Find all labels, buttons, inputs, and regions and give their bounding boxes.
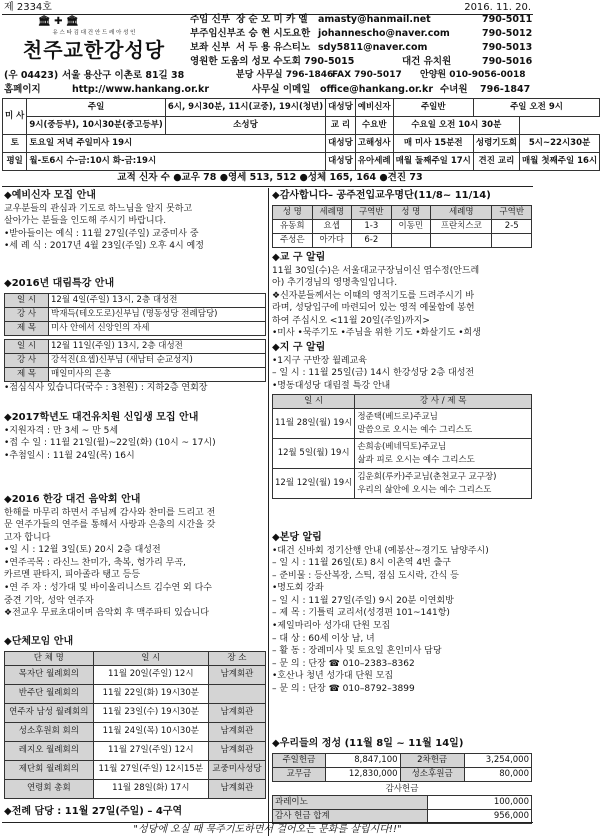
liturgy-duty: ◆전례 담당 : 11월 27일(주일) – 4구역 [4,806,183,817]
parish-line: •대건 신바회 정기산행 안내 (예봉산~경기도 남양주시) [272,545,489,556]
staff-row [190,14,532,28]
order-contact: 영원한 도움의 성모 수도회 790-5015 [190,56,355,67]
meeting-cell: 제단회 월례회의 [5,760,94,779]
mass-place: 대성당 [326,135,356,153]
mass-place: 대성당 [326,153,356,171]
district-notice-title: ◆지 구 알림 [272,342,326,353]
lecture-field-value: 매일미사의 은총 [49,367,266,381]
thanks-cell: 유동희 [273,219,313,233]
newcomer-section [4,190,264,276]
newcomer-title: ◆예비신자 모집 안내 [4,190,96,201]
meeting-row [5,741,266,760]
address: 서울 용산구 이촌로 81길 38 [62,70,185,81]
concert-section [4,494,266,630]
thanks-offering-row [273,796,532,810]
parish-line: – 문 의 : 단장 ☎ 010–2383–8362 [272,658,415,669]
lecture-field-label: 일 시 [5,339,49,353]
kinder-contact: 안양원 010-9056-0018 [420,70,526,80]
offering-cell: 성소후원금 [400,767,464,781]
advent-lecture-section [4,278,266,396]
parish-line: •명도회 강좌 [272,583,324,594]
homepage-link[interactable]: http://www.hankang.or.kr [72,84,210,95]
newcomer-line: 교우분들의 관심과 기도로 하느님을 알지 못하고 [4,203,193,214]
thanks-offering-name: 과레이노 [273,796,428,810]
staff-email[interactable]: amasty@hanmail.net [318,14,431,25]
issue-date: 2016. 11. 20. [464,2,531,13]
info-label: 성령기도회 [473,135,519,153]
parish-line: – 활 동 : 장례미사 및 토요일 혼인미사 담당 [272,646,442,657]
parish-line: – 문 의 : 단장 ☎ 010–8792–3899 [272,684,415,695]
meeting-cell: 반주단 월례회의 [5,684,94,703]
info-detail: 매월 첫째주일 16시 [519,153,599,171]
meeting-cell: 성소후원회 회의 [5,722,94,741]
info-label: 고해성사 [355,135,393,153]
staff-tel: 790-5013 [482,42,533,53]
nunnery-tel: 796-1847 [480,84,531,95]
info-detail: 수요일 오전 10시 30분 [393,117,519,135]
thanks-title: ◆감사합니다– 공주전입교우명단(11/8~ 11/14) [272,190,491,201]
offering-cell: 교무금 [273,767,326,781]
staff-tel: 790-5012 [482,28,533,39]
diocese-line: 하여 주십시오 <11월 20일(주일)까지> [272,315,430,326]
lecture-field-label: 제 목 [5,321,49,335]
meeting-row [5,722,266,741]
meeting-row [5,665,266,684]
staff-tel: 790-5011 [482,14,533,25]
parish-notice-title: ◆본당 알림 [272,532,322,543]
mass-table [2,98,600,171]
mass-day: 평일 [3,153,27,171]
meetings-header: 단 체 명 [5,651,94,665]
concert-line: •연 주 자 : 성가대 및 바이올리니스트 김수연 외 다수 [4,583,212,594]
lecture-field-value: 12월 11일(주일) 13시, 2층 대성전 [49,339,266,353]
thanks-cell [492,233,532,247]
concert-title: ◆2016 한강 대건 음악회 안내 [4,494,141,505]
parish-stats: 교적 신자 수 ●교우 78 ●영세 513, 512 ●성체 165, 164 ●견진 73 [117,172,423,183]
thanks-header: 세례명 [312,205,352,219]
thanks-offering-amount: 100,000 [427,796,531,810]
meetings-section [4,636,266,806]
district-lecture-date: 12월 12일(월) 19시 [273,469,355,499]
offering-cell: 3,254,000 [464,753,531,767]
concert-line: 중견 기악, 성악 연주자 [4,595,94,606]
concert-line: 한해를 마무리 하면서 주님께 감사와 찬미를 드리고 전 [4,507,216,518]
kindergarten-tel: 790-5016 [482,56,533,67]
lecture-row [5,367,266,381]
staff-email[interactable]: sdy5811@naver.com [318,42,428,53]
kindergarten-line: •추첨일시 : 11월 24일(목) 16시 [4,450,135,461]
newcomer-line: •받아들이는 예식 : 11월 27일(주일) 교중미사 중 [4,228,199,239]
lecture-field-label: 강 사 [5,307,49,321]
offering-title: ◆우리들의 정성 (11월 8일 ~ 11월 14일) [272,738,464,749]
thanks-offering-name: 감사 헌금 합계 [273,810,428,824]
concert-line: 고자 합니다 [4,532,51,543]
meeting-cell: 레지오 월례회의 [5,741,94,760]
offering-row [273,767,532,781]
district-lecture-row [273,469,532,499]
info-detail: 수요반 [355,117,393,135]
thanks-section [272,190,532,248]
thanks-header: 성 명 [391,205,431,219]
meeting-cell: 남계회관 [208,779,265,798]
meeting-row [5,703,266,722]
thanks-cell: 1-3 [352,219,392,233]
meeting-cell: 11월 23일(수) 19시30분 [93,703,208,722]
staff-role: 부주임신부 [190,28,236,39]
thanks-cell [431,233,492,247]
meeting-cell: 연주자 남성 월례회의 [5,703,94,722]
info-detail: 주일 오전 9시 [473,99,599,117]
mass-place: 소성당 [165,117,325,135]
concert-line: •연주곡목 : 라신느 찬미가, 축복, 헝가리 무곡, [4,557,186,568]
thanks-cell: 주성은 [273,233,313,247]
meeting-cell: 교중미사성당 [208,760,265,779]
meetings-title: ◆단체모임 안내 [4,636,74,647]
thanks-row [273,233,532,247]
staff-name: 조 승 현 시도요한 [236,28,311,39]
parish-line: – 제 목 : 기틀릭 교리서(성경편 101~141항) [272,608,450,619]
thanks-cell: 프란치스코 [431,219,492,233]
thanks-header: 구역반 [352,205,392,219]
mass-schedule [2,98,598,170]
kindergarten-line: •지원자격 : 만 3세 ~ 만 5세 [4,425,119,436]
info-detail: 5시~22시30분 [519,135,599,153]
thanks-header: 세례명 [431,205,492,219]
district-lecture-row [273,439,532,469]
diocese-line: 라며, 성당입구에 마련되어 있는 영적 예물함에 봉헌 [272,303,475,314]
offering-cell: 12,830,000 [325,767,400,781]
thanks-cell: 6-2 [352,233,392,247]
mass-row [3,153,600,171]
thanks-row [273,219,532,233]
concert-line: 문 연주가들의 연주를 통해서 사랑과 은총의 시간을 갖 [4,520,216,531]
district-lecturer: 김운회(루카)주교님(춘천교구 교구장) [357,471,497,482]
meeting-cell: 남계회관 [208,703,265,722]
parish-line: •제일마리아 성가대 단원 모집 [272,621,391,632]
district-notice-section [272,342,532,530]
parish-line: – 일 시 : 11월 27일(주일) 9시 20분 이연회방 [272,595,454,606]
diocese-notice-title: ◆교 구 알림 [272,252,326,263]
staff-email[interactable]: johannescho@naver.com [318,28,450,39]
kindergarten-label: 대건 유치원 [402,56,452,67]
district-lecture-date: 12월 5일(월) 19시 [273,439,355,469]
district-lecturer: 정준택(베드로)주교님 [357,411,438,422]
thanks-header: 구역반 [492,205,532,219]
church-logo-block: 🏛 ✚ 🏛 유 스 타 김 대 건 안 드 레 아 성 인 천주교한강성당 [4,16,184,68]
staff-name: 서 두 용 유스티노 [236,42,311,53]
meetings-header: 일 시 [93,651,208,665]
fax-number: FAX 790-5017 [332,70,402,80]
district-header: 강 사 / 제 목 [355,395,532,409]
lunch-note: •점심식사 있습니다(국수 : 3천원) : 지하2층 연회장 [4,382,208,393]
diocese-notice-section [272,252,532,338]
district-lecture-topic: 우리의 삶안에 오시는 예수 그리스도 [357,484,492,495]
meetings-header-row [5,651,266,665]
lecture-field-label: 일 시 [5,293,49,307]
mass-times: 6시, 9시30분, 11시(교중), 19시(청년) [165,99,325,117]
thanks-cell: 아가다 [312,233,352,247]
issue-number: 제 2334호 [4,2,52,13]
meeting-cell: 11월 20일(주일) 12시 [93,665,208,684]
meeting-cell: 목자단 월례회의 [5,665,94,684]
footer-slogan: "성당에 오실 때 묵주기도하면서 걸어오는 문화를 살립시다!!" [133,824,402,835]
thanks-cell: 2-5 [492,219,532,233]
newcomer-line: 살아가는 분들을 인도해 주시기 바랍니다. [4,216,167,227]
district-lecturer: 손희송(베네딕토)주교님 [357,441,447,452]
kindergarten-title: ◆2017학년도 대건유치원 신입생 모집 안내 [4,412,199,423]
district-lecture-row [273,409,532,439]
meeting-row [5,760,266,779]
offering-cell: 2차헌금 [400,753,464,767]
lecture-field-label: 제 목 [5,367,49,381]
lecture-row [5,293,266,307]
thanks-cell [391,233,431,247]
mass-side-label: 미 사 [3,99,27,135]
district-lecture-topic: 삶과 피로 오시는 예수 그리스도 [357,454,475,465]
meeting-cell: 11월 28일(화) 17시 [93,779,208,798]
district-line: – 일 시 : 11월 25일(금) 14시 한강성당 2층 대성전 [272,368,475,379]
info-detail: 주일반 [393,99,473,117]
thanks-header-row [273,205,532,219]
mass-day: 주일 [27,99,165,117]
email-label: 사무실 이메일 [252,84,311,95]
concert-line: ❖전교우 무료초대이며 음악회 후 맥주파티 있습니다 [4,608,209,619]
thanks-header: 성 명 [273,205,313,219]
offering-section [272,738,532,820]
meetings-header: 장 소 [208,651,265,665]
diocese-line: 11월 30일(수)은 서울대교구장님이신 염수정(안드레 [272,265,480,276]
kindergarten-section [4,412,266,484]
mass-day: 토 [3,135,27,153]
staff-role: 주임 신부 [190,14,231,25]
district-line: •명동대성당 대림절 특강 안내 [272,380,391,391]
lecture-field-value: 강석진(요셉)신부님 (새남터 순교성지) [49,353,266,367]
staff-name: 장 순 오 미 카 엘 [236,14,308,25]
lecture-row [5,339,266,353]
zip-code: (우 04423) [4,70,59,81]
offering-cell: 80,000 [464,767,531,781]
info-label: 견진 교리 [473,153,519,171]
thanks-cell: 이동민 [391,219,431,233]
staff-row [190,42,532,56]
staff-row [190,28,532,42]
meeting-cell: 11월 27일(주일) 12시 [93,741,208,760]
meeting-cell: 연령회 총회 [5,779,94,798]
district-header-row [273,395,532,409]
mass-times: 토요일 저녁 주일미사 19시 [27,135,326,153]
parish-line: •호산나 청년 성가대 단원 모집 [272,671,394,682]
meeting-cell: 11월 22일(화) 19시30분 [93,684,208,703]
concert-line: •일 시 : 12월 3일(토) 20시 2층 대성전 [4,545,161,556]
bundang-office: 분당 사무실 796-1846 [236,70,334,80]
concert-line: 카르멘 판타지, 피아졸라 탱고 등등 [4,570,141,581]
lecture-field-value: 12월 4일(주일) 13시, 2층 대성전 [49,293,266,307]
mass-row [3,117,600,135]
lecture-row [5,321,266,335]
info-label: 유아세례 [355,153,393,171]
meeting-cell: 남계회관 [208,722,265,741]
meeting-cell: 남계회관 [208,665,265,684]
offering-row [273,753,532,767]
meeting-cell: 11월 24일(목) 10시30분 [93,722,208,741]
contacts-row [190,56,532,70]
info-detail: 매월 둘째주일 17시 [393,153,473,171]
diocese-line: ❖신자분들께서는 이때의 영적기도를 드려주시기 바 [272,290,475,301]
parish-line: – 일 시 : 11월 26일(토) 8시 이촌역 4번 출구 [272,558,451,569]
mass-times: 9시(중등부), 10시30분(중고등부) [27,117,165,135]
nunnery-label: 수녀원 [440,84,468,95]
homepage-label: 홈페이지 [4,84,41,95]
diocese-line: •미사 •묵주기도 •주님을 위한 기도 •화살기도 •희생 [272,328,481,339]
district-lecture-date: 11월 28일(월) 19시 [273,409,355,439]
parish-line: – 대 상 : 60세 이상 남, 녀 [272,633,375,644]
newcomer-line: •세 례 식 : 2017년 4월 23일(주일) 오후 4시 예정 [4,241,204,252]
diocese-line: 아) 추기경님의 영명축일입니다. [272,278,398,289]
district-header: 일 시 [273,395,355,409]
district-lecture-topic: 말씀으로 오시는 예수 그리스도 [357,424,473,435]
mass-row [3,135,600,153]
thanks-offering-label: 감사헌금 [385,783,419,794]
church-name: 천주교한강성당 [22,38,166,62]
thanks-cell: 요셉 [312,219,352,233]
info-label: 교 리 [326,117,356,135]
email-link[interactable]: office@hankang.or.kr [320,84,434,95]
meeting-row [5,684,266,703]
lecture-row [5,353,266,367]
lecture-field-value: 미사 안에서 신앙인의 자세 [49,321,266,335]
staff-role: 보좌 신부 [190,42,231,53]
meeting-cell [208,684,265,703]
district-line: •1지구 구반장 월례교육 [272,355,368,366]
kindergarten-line: •접 수 일 : 11월 21일(월)~22일(화) (10시 ~ 17시) [4,438,216,449]
offering-cell: 8,847,100 [325,753,400,767]
lecture-row [5,307,266,321]
meeting-row [5,779,266,798]
parish-line: – 준비물 : 등산복장, 스틱, 점심 도시락, 간식 등 [272,570,459,581]
meeting-cell: 남계회관 [208,741,265,760]
advent-lecture-title: ◆2016년 대림특강 안내 [4,278,115,289]
thanks-offering-amount: 956,000 [427,810,531,824]
lecture-field-value: 박재득(테오도로)신부님 (명동성당 전례담당) [49,307,266,321]
lecture-field-label: 강 사 [5,353,49,367]
mass-times: 월-토6시 수-금:10시 화-금:19시 [27,153,326,171]
meeting-cell: 11월 27일(주일) 12시15분 [93,760,208,779]
mass-row [3,99,600,117]
parish-notice-section [272,532,532,738]
offering-cell: 주일헌금 [273,753,326,767]
mass-place: 대성당 [326,99,356,117]
info-detail: 매 미사 15분전 [393,135,473,153]
info-label: 예비신자 [355,99,393,117]
church-subtitle: 유 스 타 김 대 건 안 드 레 아 성 인 [52,30,136,36]
